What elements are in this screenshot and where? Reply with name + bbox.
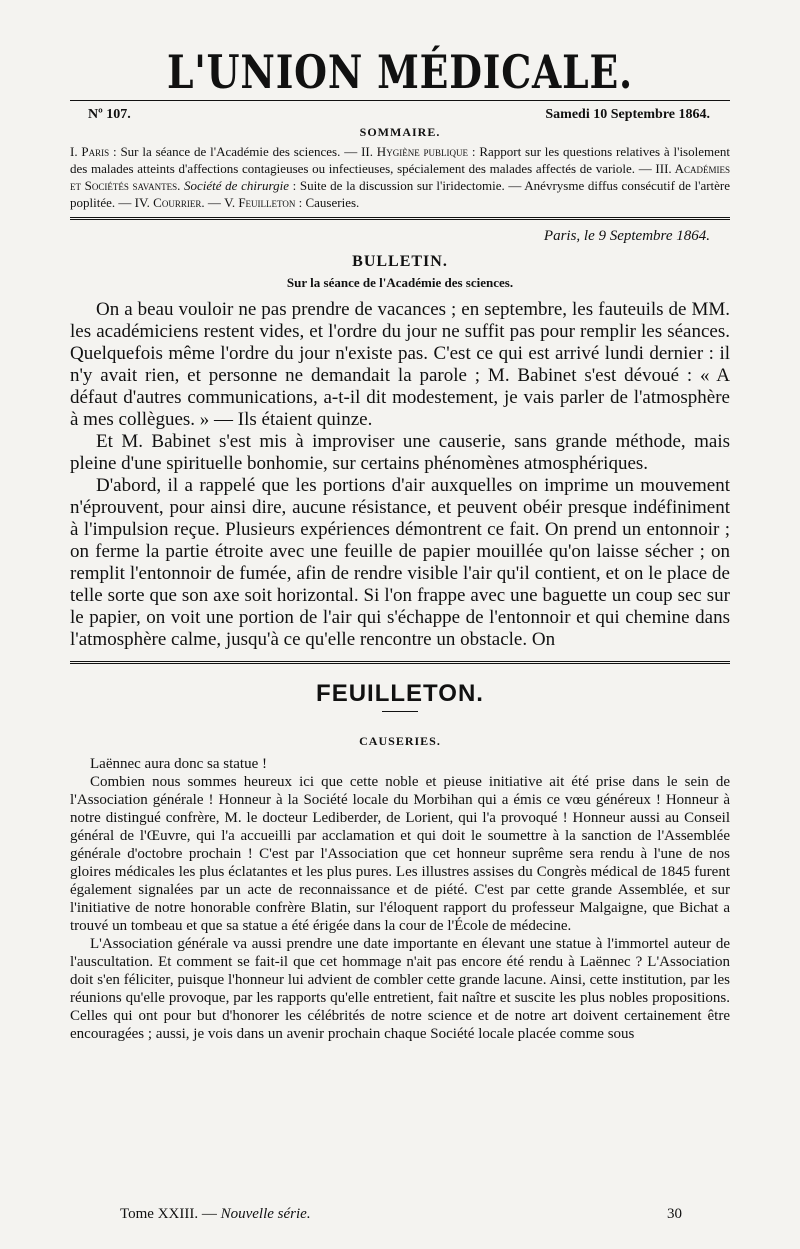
sommaire-text-chirurgie: : Suite de la discussion sur l'iridectomie. — Anévrysme diffus consécutif de l'artère poplitée. —: [70, 178, 731, 210]
bulletin-paragraph: On a beau vouloir ne pas prendre de vacances ; en septembre, les fauteuils de MM. les académiciens restent vides, et l'ordre du jour ne suffit pas pour remplir les séances. Quelquefois même l'ordre du jour n'existe pas. C'est ce qui est arrivé lundi dernier : il n'y avait rien, et personne ne demandait la parole ; M. Babinet s'est dévoué : « A défaut d'autres communications, a-t-il dit modestement, je vais parler de l'atmosphère à mes collègues. » — Ils étaient quinze.: [70, 299, 730, 430]
sommaire-text-courrier: —: [204, 195, 225, 210]
bulletin-paragraph: Et M. Babinet s'est mis à improviser une causerie, sans grande méthode, mais pleine d'une spirituelle bonhomie, sur certains phénomènes atmosphériques.: [70, 431, 730, 474]
bulletin-subtitle: Sur la séance de l'Académie des sciences.: [286, 275, 514, 290]
bulletin-section: [70, 228, 730, 651]
feuilleton-title: FEUILLETON.: [316, 680, 484, 707]
footer-series: Nouvelle série.: [220, 1206, 311, 1222]
sommaire-text: [70, 143, 730, 211]
issue-date: Samedi 10 Septembre 1864.: [545, 107, 710, 122]
issue-info-row: [70, 101, 730, 123]
issue-number: Nº 107.: [88, 107, 131, 122]
bulletin-title: BULLETIN.: [352, 253, 448, 270]
bulletin-dateline: Paris, le 9 Septembre 1864.: [543, 228, 710, 244]
sommaire-label-hygiene: II. Hygiène publique :: [361, 144, 476, 159]
footer-page-number: 30: [667, 1206, 682, 1222]
causeries-title: CAUSERIES.: [359, 734, 441, 748]
footer-volume: [120, 1206, 311, 1223]
page-footer: [120, 1206, 682, 1223]
feuilleton-paragraph: Laënnec aura donc sa statue !: [90, 756, 267, 772]
feuilleton-section: [70, 680, 730, 1043]
feuilleton-paragraph: Combien nous sommes heureux ici que cette noble et pieuse initiative ait été prise dans le sein de l'Association générale ! Honneur à la Société locale du Morbihan qui a émis ce vœu généreux ! Honneur à notre distingué confrère, M. le docteur Lediberder, de Lorient, qui l'a provoqué ! Honneur aussi au Conseil général de l'Œuvre, qui l'a accueilli par acclamation et qui doit le soumettre à la sanction de l'Assemblée générale d'octobre prochain ! C'est par l'Association que cet honneur suprême sera rendu à l'une de nos gloires médicales les plus éclatantes et les plus pures. Les illustres assises du Congrès médical de 1845 furent également signalées par un acte de reconnaissance et de piété. C'est par cette grande Assemblée, et sur l'initiative de notre honorable confrère Blatin, sur l'éloquent rapport du professeur Malgaigne, que Bichat a trouvé un tombeau et que sa statue a été érigée dans la cour de l'École de médecine.: [70, 774, 730, 934]
sommaire-label-chirurgie: Société de chirurgie: [184, 178, 289, 193]
sommaire-text-hygiene: Rapport sur les questions relatives à l'isolement des malades atteints d'affections contagieuses ou infectieuses, spécialement des malades affectés de variole. —: [70, 144, 730, 176]
sommaire-label-paris: I. Paris :: [70, 144, 117, 159]
masthead-title: L'UNION MÉDICALE.: [166, 45, 634, 99]
sommaire-rule: [70, 217, 730, 220]
sommaire-label-courrier: IV. Courrier.: [134, 195, 205, 210]
sommaire-label-feuilleton: V. Feuilleton :: [224, 195, 303, 210]
feuilleton-title-rule: [382, 711, 418, 712]
feuilleton-paragraph: L'Association générale va aussi prendre une date importante en élevant une statue à l'immortel auteur de l'auscultation. Et comment se fait-il que cet hommage n'ait pas encore été rendu à Laënnec ? L'Association doit s'en féliciter, puisque l'honneur lui advient de combler cette grande lacune. Ainsi, cette institution, par les réunions qu'elle provoque, par les rapports qu'elle entretient, fait naître et suscite les plus nobles propositions. Celles qui ont pour but d'honorer les célébrités de notre science et de notre art doivent certainement être encouragées ; aussi, je vois dans un avenir prochain chaque Société locale placée comme sous: [70, 936, 730, 1042]
feuilleton-rule: [70, 661, 730, 664]
sommaire-label-academies: III. Académies et Sociétés savantes.: [70, 161, 730, 193]
sommaire-text-feuilleton: Causeries.: [302, 195, 360, 210]
sommaire-title: SOMMAIRE.: [359, 125, 441, 139]
footer-volume-label: Tome XXIII. —: [120, 1206, 221, 1222]
bulletin-paragraph: D'abord, il a rappelé que les portions d'air auxquelles on imprime un mouvement n'éprouvent, pour ainsi dire, aucune résistance, et peuvent obéir presque indéfiniment à l'impulsion reçue. Plusieurs expériences démontrent ce fait. On prend un entonnoir ; on ferme la partie étroite avec une feuille de papier mouillée qu'on laisse sécher ; on remplit l'entonnoir de fumée, afin de rendre visible l'air qu'il contient, et on le place de telle sorte que son axe soit horizontal. Si l'on frappe avec une baguette un coup sec sur le papier, on voit une portion de l'air qui s'échappe de l'entonnoir et qui chemine dans l'atmosphère calme, jusqu'à ce qu'elle rencontre un obstacle. On: [70, 475, 730, 650]
sommaire-text-paris: Sur la séance de l'Académie des sciences. —: [116, 144, 362, 159]
